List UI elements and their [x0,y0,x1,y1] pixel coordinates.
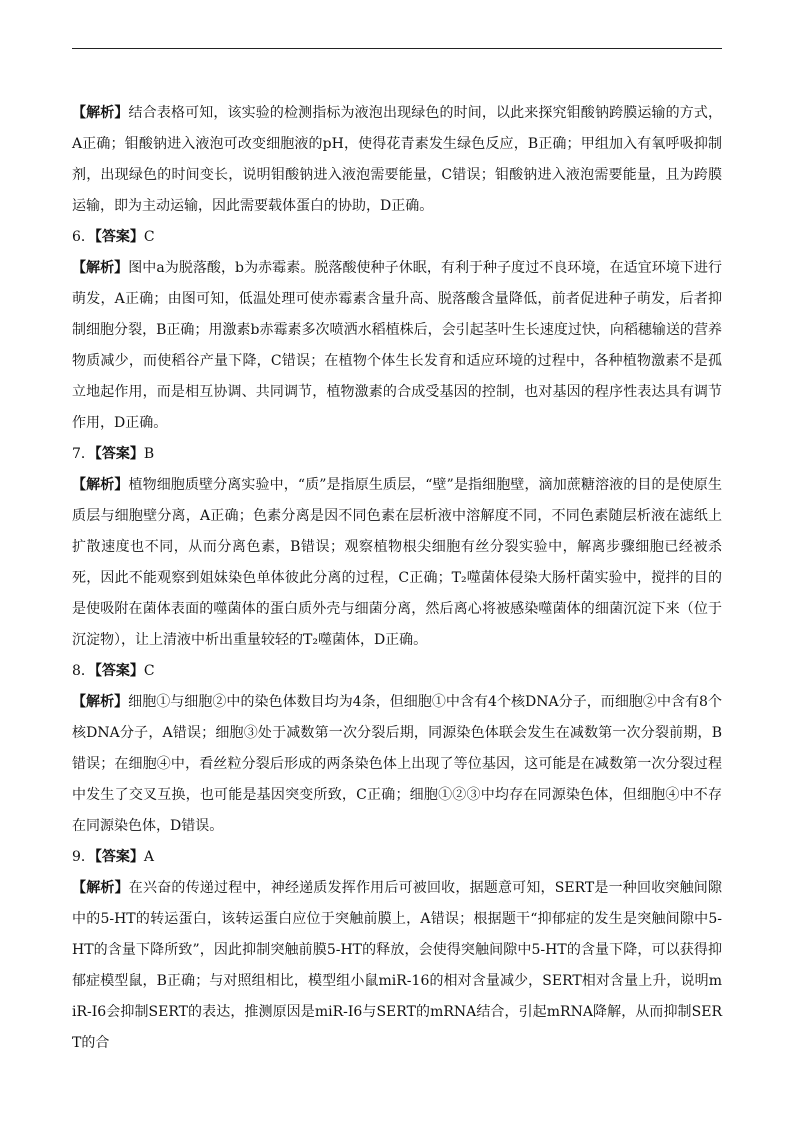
answer-value: B [143,446,155,462]
question-number: 9． [72,849,95,865]
answer-label: 【答案】 [94,849,144,865]
answer-value: C [143,229,155,245]
analysis-paragraph-5 [72,98,722,222]
header-rule [72,48,722,49]
analysis-paragraph-6 [72,253,722,439]
analysis-text: 图中a为脱落酸，b为赤霉素。脱落酸使种子休眠，有利于种子度过不良环境，在适宜环境下进行萌发，A正确；由图可知，低温处理可使赤霉素含量升高、脱落酸含量降低，前者促进种子萌发，后者抑制细胞分裂，B正确；用激素b赤霉素多次喷洒水稻植株后，会引起茎叶生长速度过快，向稻穗输送的营养物质减少，而使稻谷产量下降，C错误；在植物个体生长发育和适应环境的过程中，各种植物激素不是孤立地起作用，而是相互协调、共同调节，植物激素的合成受基因的控制，也对基因的程序性表达具有调节作用，D正确。 [72,260,722,431]
analysis-label: 【解析】 [72,477,129,493]
analysis-label: 【解析】 [72,694,129,710]
answer-line-7 [72,439,722,470]
analysis-paragraph-9 [72,873,722,1059]
answer-line-9 [72,842,722,873]
analysis-text: 植物细胞质壁分离实验中，“质”是指原生质层，“壁”是指细胞壁，滴加蔗糖溶液的目的是使原生质层与细胞壁分离，A正确；色素分离是因不同色素在层析液中溶解度不同，不同色素随层析液在滤纸上扩散速度也不同，从而分离色素，B错误；观察植物根尖细胞有丝分裂实验中，解离步骤细胞已经被杀死，因此不能观察到姐妹染色单体彼此分离的过程，C正确；T₂噬菌体侵染大肠杆菌实验中，搅拌的目的是使吸附在菌体表面的噬菌体的蛋白质外壳与细菌分离，然后离心将被感染噬菌体的细菌沉淀下来（位于沉淀物），让上清液中析出重量较轻的T₂噬菌体，D正确。 [72,477,722,648]
analysis-label: 【解析】 [72,260,129,276]
analysis-label: 【解析】 [72,105,129,121]
analysis-text: 细胞①与细胞②中的染色体数目均为4条，但细胞①中含有4个核DNA分子，而细胞②中含有8个核DNA分子，A错误；细胞③处于减数第一次分裂后期，同源染色体联会发生在减数第一次分裂前期，B错误；在细胞④中，看丝粒分裂后形成的两条染色体上出现了等位基因，这可能是在减数第一次分裂过程中发生了交叉互换，也可能是基因突变所致，C正确；细胞①②③中均存在同源染色体，但细胞④中不存在同源染色体，D错误。 [72,694,722,834]
question-number: 8． [72,663,95,679]
answer-line-8 [72,656,722,687]
analysis-label: 【解析】 [72,880,129,896]
analysis-paragraph-8 [72,687,722,842]
question-number: 6． [72,229,95,245]
answer-value: A [143,849,155,865]
answer-label: 【答案】 [94,446,144,462]
analysis-paragraph-7 [72,470,722,656]
answer-value: C [143,663,155,679]
document-body [72,98,722,1059]
analysis-text: 结合表格可知，该实验的检测指标为液泡出现绿色的时间，以此来探究钼酸钠跨膜运输的方式，A正确；钼酸钠进入液泡可改变细胞液的pH，使得花青素发生绿色反应，B正确；甲组加入有氧呼吸抑制剂，出现绿色的时间变长，说明钼酸钠进入液泡需要能量，C错误；钼酸钠进入液泡需要能量，且为跨膜运输，即为主动运输，因此需要载体蛋白的协助，D正确。 [72,105,723,214]
answer-label: 【答案】 [94,663,144,679]
question-number: 7． [72,446,95,462]
answer-line-6 [72,222,722,253]
analysis-text: 在兴奋的传递过程中，神经递质发挥作用后可被回收，据题意可知，SERT是一种回收突触间隙中的5-HT的转运蛋白，该转运蛋白应位于突触前膜上，A错误；根据题干“抑郁症的发生是突触间隙中5-HT的含量下降所致”，因此抑制突触前膜5-HT的释放，会使得突触间隙中5-HT的含量下降，可以获得抑郁症模型鼠，B正确；与对照组相比，模型组小鼠miR-16的相对含量减少，SERT相对含量上升，说明miR-I6会抑制SERT的表达，推测原因是miR-I6与SERT的mRNA结合，引起mRNA降解，从而抑制SERT的合 [72,880,722,1051]
answer-label: 【答案】 [94,229,144,245]
